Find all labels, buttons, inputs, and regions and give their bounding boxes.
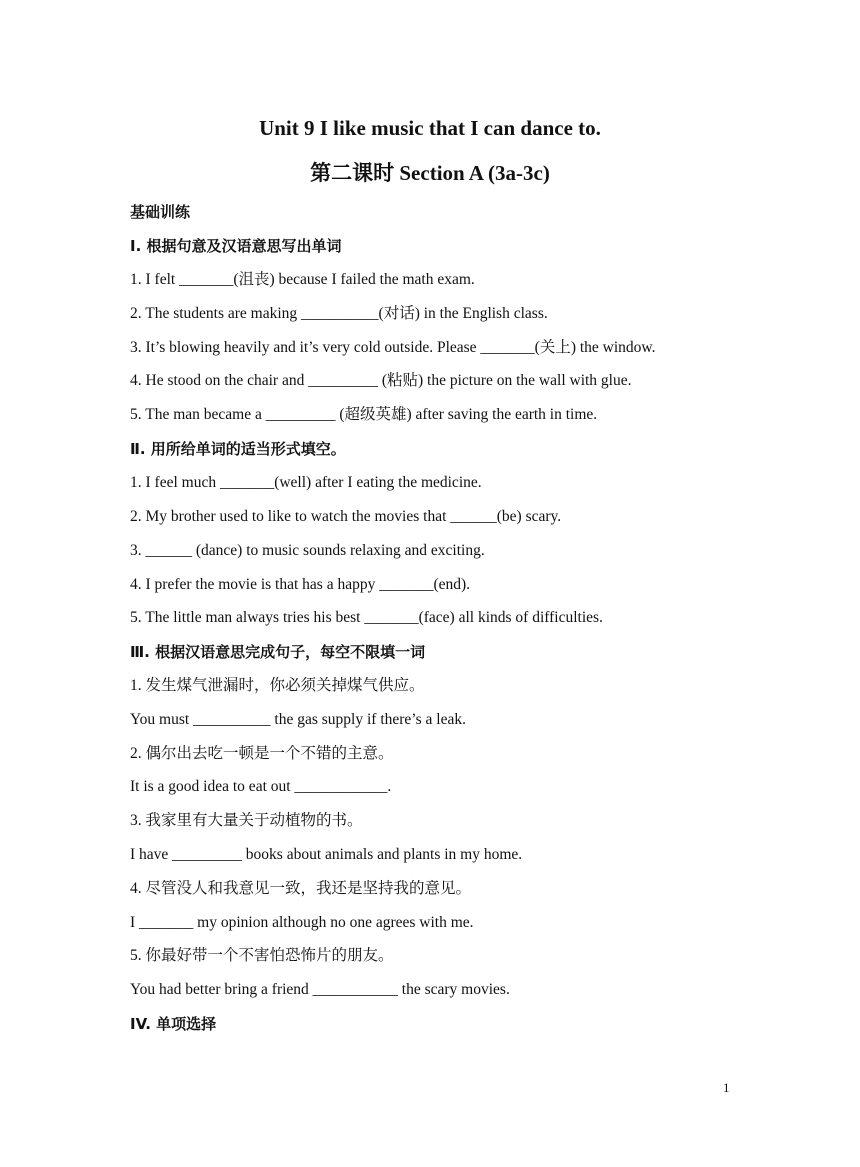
part2-item-1: 1. I feel much _______(well) after I eating the medicine. xyxy=(130,474,482,491)
part2-item-2: 2. My brother used to like to watch the movies that ______(be) scary. xyxy=(130,508,562,525)
part3-item-3-english: I have _________ books about animals and plants in my home. xyxy=(130,846,523,863)
part3-item-4-english: I _______ my opinion although no one agrees with me. xyxy=(130,914,474,931)
part3-item-2-english: It is a good idea to eat out ____________. xyxy=(130,778,392,795)
part3-item-5-chinese: 5. 你最好带一个不害怕恐怖片的朋友。 xyxy=(130,947,394,964)
part3-heading: Ⅲ. 根据汉语意思完成句子，每空不限填一词 xyxy=(130,643,426,661)
part3-item-1-chinese: 1. 发生煤气泄漏时，你必须关掉煤气供应。 xyxy=(130,677,425,694)
part3-item-1-english: You must __________ the gas supply if there’s a leak. xyxy=(130,711,466,728)
page-title: Unit 9 I like music that I can dance to. xyxy=(259,116,601,140)
part3-item-4-chinese: 4. 尽管没人和我意见一致，我还是坚持我的意见。 xyxy=(130,880,472,897)
part1-item-4: 4. He stood on the chair and _________ (粘贴) the picture on the wall with glue. xyxy=(130,372,632,389)
page-number: 1 xyxy=(723,1080,730,1095)
part2-item-3: 3. ______ (dance) to music sounds relaxing and exciting. xyxy=(130,542,485,559)
part1-item-2: 2. The students are making __________(对话) in the English class. xyxy=(130,305,548,322)
part3-item-3-chinese: 3. 我家里有大量关于动植物的书。 xyxy=(130,812,363,829)
page-subtitle: 第二课时 Section A (3a-3c) xyxy=(310,161,550,185)
part1-item-5: 5. The man became a _________ (超级英雄) after saving the earth in time. xyxy=(130,406,598,423)
section-basic-training: 基础训练 xyxy=(130,203,191,221)
part3-item-2-chinese: 2. 偶尔出去吃一顿是一个不错的主意。 xyxy=(130,745,394,762)
part2-item-5: 5. The little man always tries his best _______(face) all kinds of difficulties. xyxy=(130,609,603,626)
part1-heading: Ⅰ. 根据句意及汉语意思写出单词 xyxy=(130,237,342,255)
part2-heading: Ⅱ. 用所给单词的适当形式填空。 xyxy=(130,440,346,458)
part1-item-1: 1. I felt _______(沮丧) because I failed the math exam. xyxy=(130,271,475,288)
part4-heading: IV. 单项选择 xyxy=(130,1015,217,1033)
part1-item-3: 3. It’s blowing heavily and it’s very cold outside. Please _______(关上) the window. xyxy=(130,339,656,356)
part3-item-5-english: You had better bring a friend ___________ the scary movies. xyxy=(130,981,510,998)
part2-item-4: 4. I prefer the movie is that has a happy _______(end). xyxy=(130,576,471,593)
